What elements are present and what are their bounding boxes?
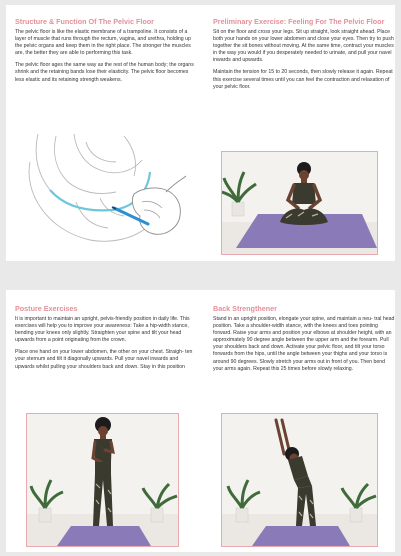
- posture-exercises-section: [15, 304, 197, 376]
- document-page-1: [6, 5, 395, 261]
- paragraph: The pelvic floor ages the same way as the rest of the human body; the organs shrink and the retaining bands lose their elasticity. The pelvic floor becomes less elastic and its retaining strength weakens.: [15, 62, 194, 83]
- document-page-2: [6, 290, 395, 552]
- section-heading: Structure & Function Of The Pelvic Floor: [15, 17, 154, 26]
- seated-cross-legged-photo: [221, 151, 378, 255]
- pelvic-floor-section: [15, 17, 197, 89]
- paragraph: Maintain the tension for 15 to 20 seconds, then slowly release it again. Repeat this exercise several times until you can feel the contraction and relaxation of your pelvic floor.: [213, 69, 393, 90]
- paragraph: Sit on the floor and cross your legs. Sit up straight, look straight ahead. Place both your hands on your lower abdomen and close your eyes. Then try to push together the sit bones without moving. At the same time, contract your muscles in the way you would if you desperately needed to urinate, and pull your navel inwards and upwards.: [213, 29, 394, 64]
- paragraph: The pelvic floor is like the elastic membrane of a trampoline. It consists of a layer of muscle that runs through the rectum, vagina, and urethra, holding up the pelvic organs and keep them in the right place. The stronger the muscles are, the better they are able to performing this task.: [15, 29, 191, 57]
- back-strengthener-section: [213, 304, 395, 378]
- section-heading: Preliminary Exercise: Feeling For The Pelvic Floor: [213, 17, 385, 26]
- arms-raised-bend-photo: [221, 413, 378, 547]
- paragraph: It is important to maintain an upright, pelvis-friendly position in daily life. This exercises will help you to improve your awareness: Take a hip-width stance, bending your knees only slightly. Straighten your spine and tilt your head upwards from a point originating from the crown.: [15, 316, 190, 344]
- preliminary-exercise-section: [213, 17, 395, 96]
- standing-posture-photo: [26, 413, 179, 547]
- paragraph: Place one hand on your lower abdomen, the other on your chest. Straigh- ten your sternum and tilt it diagonally upwards. Pull your navel inwards and upwards whilst pulling your shoulders back and down. Stay in this position: [15, 349, 193, 370]
- section-heading: Posture Exercises: [15, 304, 78, 313]
- paragraph: Stand in an upright position, elongate your spine, and maintain a neu- tral head position. Take a shoulder-width stance, with the knees and toes pointing forward. Raise your arms and position your elbows at shoulder height, with an approximately 90 degree angle between the upper arm and the forearm. Pull your shoulders back and down. Activate your pelvic floor, and tilt your torso forwards from the hips, until the angle between your thighs and your torso is around 90 degrees. Slowly stretch your arms out in front of you. Then bend your arms again. Repeat this 25 times before slowly relaxing.: [213, 316, 395, 372]
- section-heading: Back Strengthener: [213, 304, 277, 313]
- pelvic-anatomy-illustration: [16, 132, 186, 250]
